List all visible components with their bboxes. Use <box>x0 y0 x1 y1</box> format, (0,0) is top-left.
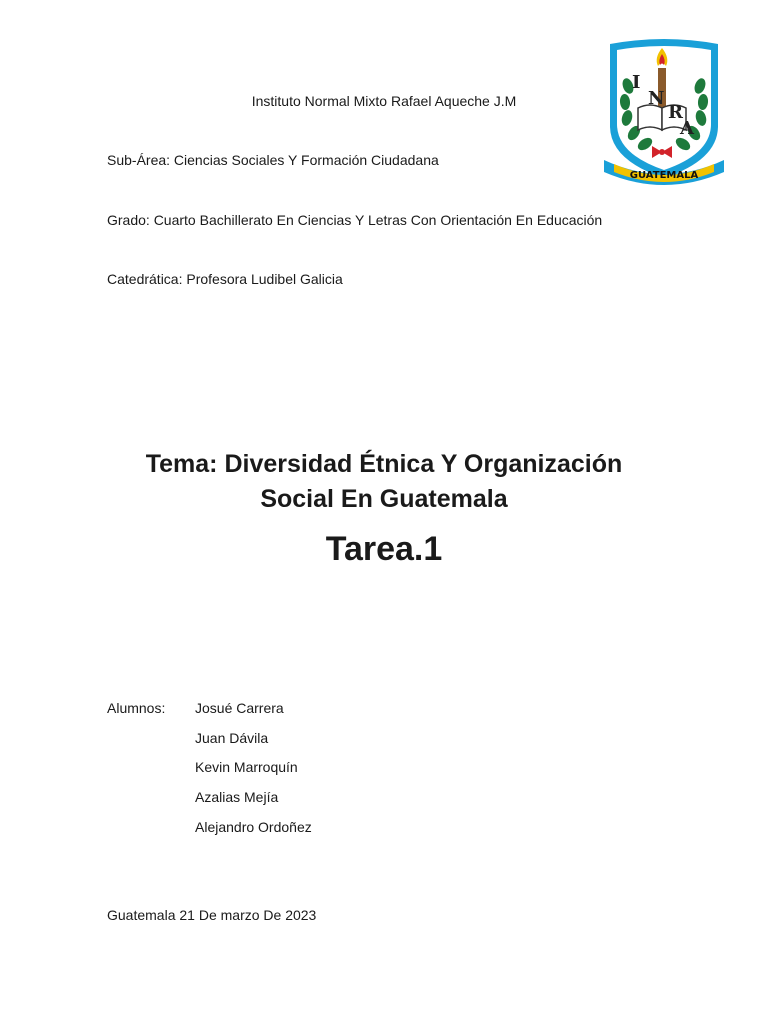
assignment-label: Tarea.1 <box>325 530 443 568</box>
student-name: Kevin Marroquín <box>195 759 298 776</box>
title-line-2: Social En Guatemala <box>260 485 508 513</box>
grade-line: Grado: Cuarto Bachillerato En Ciencias Y Letras Con Orientación En Educación <box>107 212 603 228</box>
date-line: Guatemala 21 De marzo De 2023 <box>107 907 317 923</box>
crest-banner-text: GUATEMALA <box>629 170 699 181</box>
crest-letter-4: A <box>680 118 694 139</box>
crest-letter-3: R <box>668 102 683 123</box>
student-list <box>195 699 312 847</box>
title-line-1: Tema: Diversidad Étnica Y Organización <box>145 450 623 478</box>
student-name: Azalias Mejía <box>195 789 279 806</box>
document-title <box>84 447 684 517</box>
crest-letter-1: I <box>632 72 641 93</box>
student-name: Josué Carrera <box>195 700 284 716</box>
teacher-line: Catedrática: Profesora Ludibel Galicia <box>107 271 343 287</box>
student-name: Alejandro Ordoñez <box>195 818 312 835</box>
sub-area-line: Sub-Área: Ciencias Sociales Y Formación Ciudadana <box>107 152 439 168</box>
students-label: Alumnos: <box>107 700 166 716</box>
school-crest-logo <box>600 38 728 188</box>
crest-letter-2: N <box>648 88 665 109</box>
institute-name: Instituto Normal Mixto Rafael Aqueche J.M <box>251 93 517 109</box>
student-name: Juan Dávila <box>195 729 269 746</box>
